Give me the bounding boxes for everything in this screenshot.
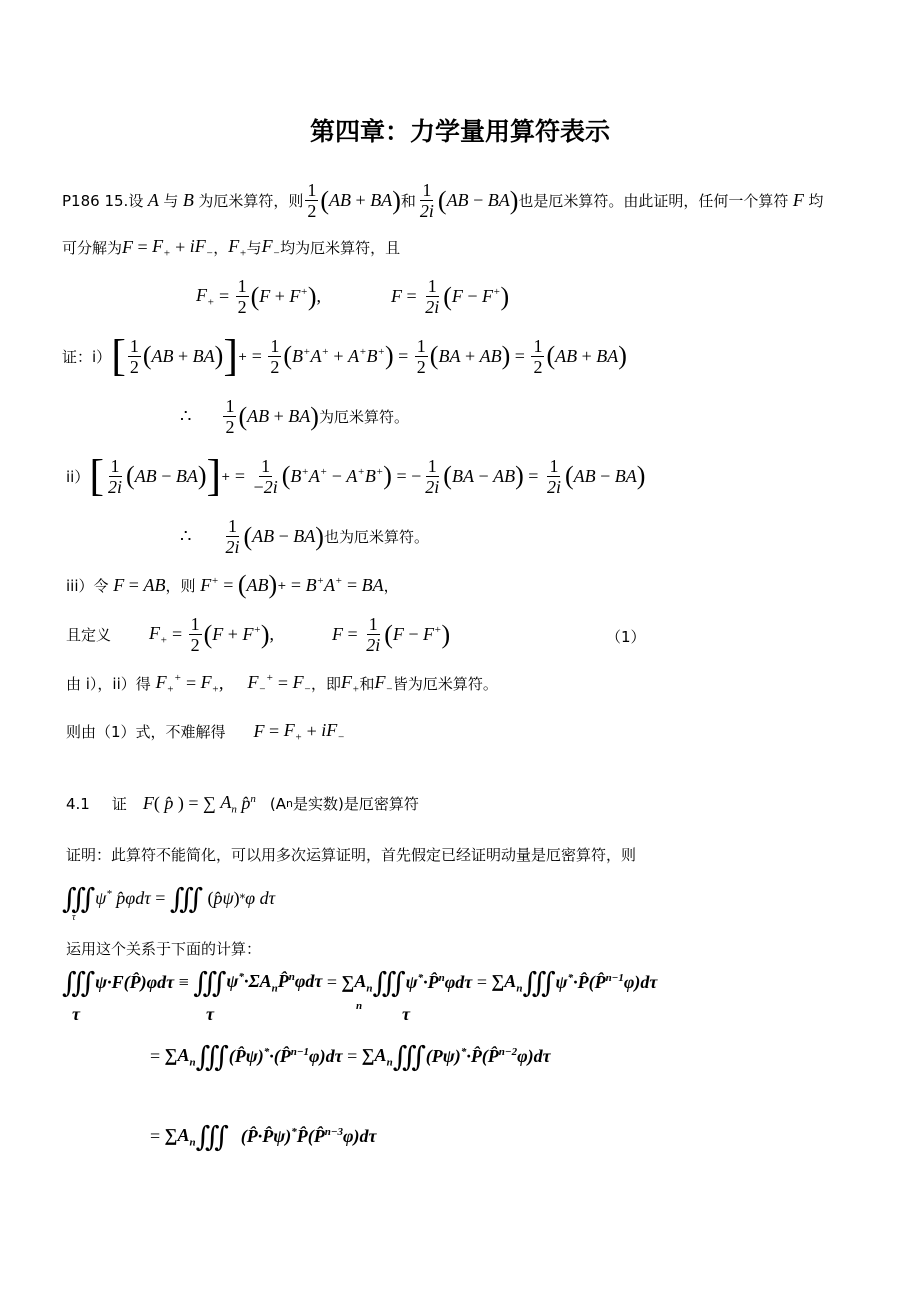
tau-label-2: τ — [206, 1004, 214, 1024]
calculation-line3: = $\sum A_n$ ∭ (P̂·P̂ψ)*P̂(P̂$^{n-3}$φ)dτ — [150, 1120, 377, 1153]
calculation-line2: = $\sum A_n$ ∭ (P̂ψ)*·(P̂$^{n-1}$φ)dτ = $\sum A_n$ ∭ (Pψ)*·P̂(P̂$^{n-2}$φ)dτ — [150, 1040, 551, 1073]
equation-number: （1） — [606, 628, 646, 646]
proof-intro: 证明：此算符不能简化，可以用多次运算证明，首先假定已经证明动量是厄密算符，则 — [66, 846, 637, 864]
proof-result-line: 由 i），ii）得 $F_+^+$ = $F_+$ , $F_-^+$ = $F_-$ ，即 $F_+$ 和 $F_-$ 皆为厄米算符。 — [66, 672, 498, 696]
page-title: 第四章：力学量用算符表示 — [309, 117, 610, 146]
tau-label-1: τ — [72, 1004, 80, 1024]
proof-part-ii-conclusion: ∴ $\frac{1}{2i}$ ( AB − BA ) 也为厄米算符。 — [180, 516, 429, 557]
momentum-hermitian-relation: ∭ ψ* p̂φdτ = ∭ ( p̂ψ ) * φ dτ — [62, 882, 276, 915]
problem-statement-line1: P186 15. 设 A 与 B 为厄米算符，则 $\frac{1}{2}$ ( AB + BA ) 和 $\frac{1}{2i}$ ( AB − BA ) 也是厄米算符。由此证明，任何一个算符 F 均 — [62, 180, 824, 221]
proof-part-i-conclusion: ∴ $\frac{1}{2}$ ( AB + BA ) 为厄米算符。 — [180, 396, 409, 437]
proof-part-ii: ii） [ $\frac{1}{2i}$ ( AB − BA ) ] + = $\frac{1}{-2i}$ ( B+A+ − A+B+ ) = − $\frac{1}{2i}$ ( BA − AB ) = $\frac{1}{2i}$ ( AB − BA ) — [66, 451, 646, 500]
calculation-intro: 运用这个关系于下面的计算： — [66, 940, 262, 958]
tau-subscript: τ — [72, 912, 76, 923]
n-label: n — [356, 1000, 363, 1012]
definition-equations: $F_+$ = $\frac{1}{2}$ ( F + F+ ) , F = $\frac{1}{2i}$ ( F − F+ ) — [196, 276, 510, 317]
section-4-1-heading: 4.1 证 F ( p̂ ) = ∑ $A_n$ p̂$^n$ (A n 是实数)是厄密算符 — [66, 792, 419, 816]
proof-final-line: 则由（1）式，不难解得 F = $F_+$ + $iF_-$ — [66, 720, 345, 744]
proof-part-iii: iii）令 F = AB ，则 F+ = ( AB ) + = B+A+ = BA ， — [66, 570, 399, 599]
calculation-line1: ∭ ψ·F(P̂)φdτ ≡ ∭ $\psi^*\cdot\Sigma A_nP̂^n\varphi d\tau$ = ∑ $A_n$ ∭ ψ*·P̂$^n$φdτ = $\sum A_n$ ∭ ψ*·P̂(P̂$^{n-1}$φ)dτ — [62, 966, 658, 999]
tau-label-3: τ — [402, 1004, 410, 1024]
proof-part-i: 证： i） [ $\frac{1}{2}$ ( AB + BA ) ] + = $\frac{1}{2}$ ( B+A+ + A+B+ ) = $\frac{1}{2}$ ( BA + AB ) = $\frac{1}{2}$ ( AB + BA ) — [62, 331, 627, 380]
problem-statement-line2: 可分解为 F = $F_+$ + $iF_-$ ， $F_+$ 与 $F_-$ 均为厄米算符，且 — [62, 236, 401, 260]
definition-line: 且定义 $F_+$ = $\frac{1}{2}$ ( F + F+ ) , F = $\frac{1}{2i}$ ( F − F+ ) — [66, 614, 451, 655]
